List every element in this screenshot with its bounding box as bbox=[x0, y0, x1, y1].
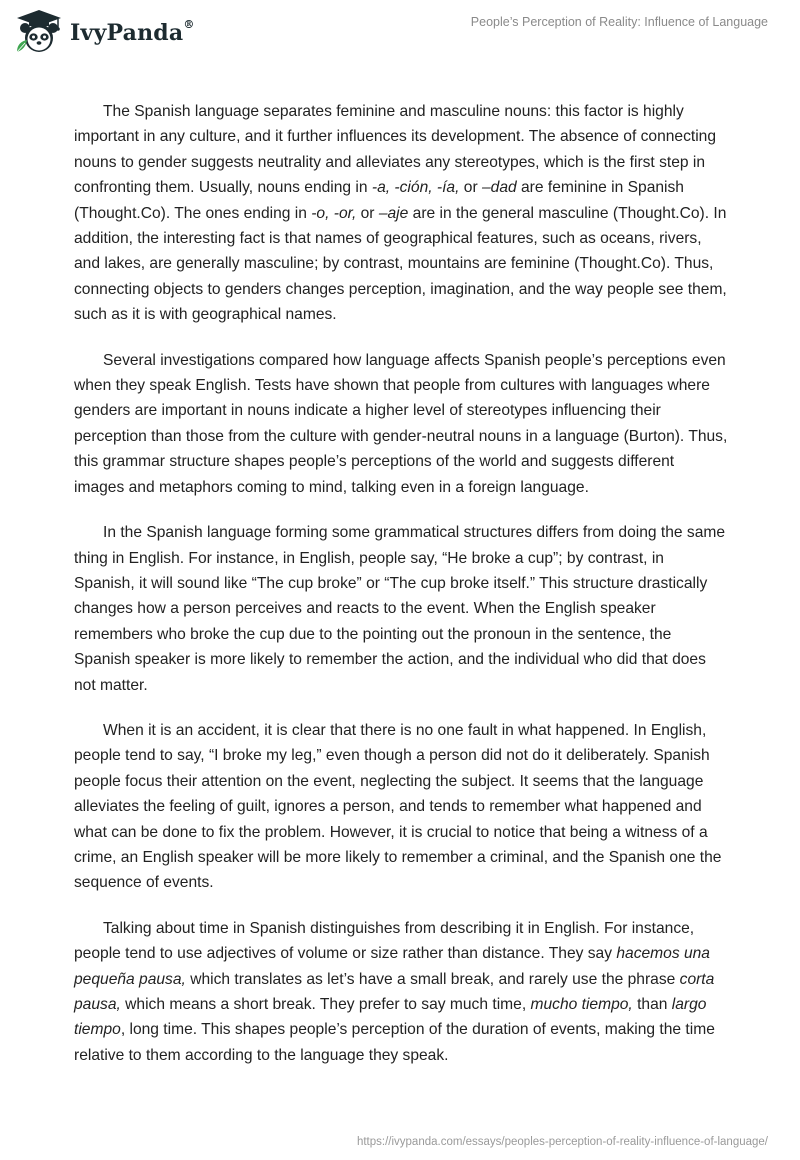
paragraph-text: Talking about time in Spanish distinguishes from describing it in English. For instance, people tend to use adjectives of volume or size rather than distance. They say bbox=[74, 919, 695, 963]
paragraph-text: than bbox=[632, 996, 672, 1013]
italic-term: –dad bbox=[481, 179, 517, 197]
italic-term: hacemos una pequeña pausa, bbox=[74, 945, 710, 988]
italic-term: mucho tiempo, bbox=[530, 996, 633, 1013]
paragraph-text: or bbox=[356, 204, 379, 222]
paragraph-text: Several investigations compared how language affects Spanish people’s perceptions even when they speak English. Tests have shown that people from cultures with languages where genders are important in nouns indicate a higher level of stereotypes influencing their perception than those from the culture with gender-neutral nouns in a language (Burton). Thus, this grammar structure shapes people’s perceptions of the world and suggests different images and metaphors coming to mind, talking even in a foreign language. bbox=[74, 351, 728, 496]
body-paragraph bbox=[74, 520, 728, 698]
page-header bbox=[0, 0, 800, 60]
ivypanda-logo[interactable] bbox=[14, 8, 195, 54]
essay-title: People’s Perception of Reality: Influence of Language bbox=[470, 15, 768, 29]
paragraph-text: In the Spanish language forming some grammatical structures differs from doing the same thing in English. For instance, in English, people say, “He broke a cup”; by contrast, in Spanish, it will sound like “The cup broke” or “The cup broke itself.” This structure drastically changes how a person perceives and reacts to the event. When the English speaker remembers who broke the cup due to the pointing out the pronoun in the sentence, the Spanish speaker is more likely to remember the action, and the individual who did that does not matter. bbox=[74, 524, 726, 694]
body-paragraph bbox=[74, 348, 728, 500]
paragraph-text: or bbox=[459, 179, 482, 197]
italic-term: –aje bbox=[378, 204, 409, 222]
body-paragraph bbox=[74, 916, 728, 1068]
essay-body bbox=[74, 99, 728, 1088]
body-paragraph bbox=[74, 99, 728, 328]
italic-term: -a, -ción, -ía, bbox=[371, 179, 460, 197]
source-url[interactable]: https://ivypanda.com/essays/peoples-perception-of-reality-influence-of-language/ bbox=[356, 1136, 768, 1148]
paragraph-text: which translates as let’s have a small break, and rarely use the phrase bbox=[185, 970, 680, 988]
paragraph-text: which means a short break. They prefer to say much time, bbox=[120, 996, 531, 1013]
ivypanda-panda-graduate-logo-icon bbox=[14, 8, 64, 54]
paragraph-text: When it is an accident, it is clear that there is no one fault in what happened. In English, people tend to say, “I broke my leg,” even though a person did not do it deliberately. Spanish people focus their attention on the event, neglecting the subject. It seems that the language alleviates the feeling of guilt, ignores a person, and tends to remember what happened and what can be done to fix the problem. However, it is crucial to notice that being a witness of a crime, an English speaker will be more likely to remember a criminal, and the Spanish one the sequence of events. bbox=[74, 721, 722, 892]
brand-name: IvyPanda® bbox=[70, 18, 195, 46]
italic-term: corta pausa, bbox=[74, 970, 715, 1013]
paragraph-text: are in the general masculine (Thought.Co). In addition, the interesting fact is that names of geographical features, such as oceans, rivers, and lakes, are generally masculine; by contrast, mountains are feminine (Thought.Co). Thus, connecting objects to genders changes perception, imagination, and the way people see them, such as it is with geographical names. bbox=[74, 204, 727, 324]
paragraph-text: , long time. This shapes people’s perception of the duration of events, making the time relative to them according to the language they speak. bbox=[74, 1021, 715, 1064]
body-paragraph bbox=[74, 718, 728, 896]
italic-term: largo tiempo bbox=[74, 996, 707, 1039]
paragraph-text: are feminine in Spanish (Thought.Co). The ones ending in bbox=[74, 179, 684, 222]
paragraph-text: The Spanish language separates feminine and masculine nouns: this factor is highly important in any culture, and it further influences its development. The absence of connecting nouns to gender suggests neutrality and alleviates any stereotypes, which is the first step in confronting them. Usually, nouns ending in bbox=[74, 103, 717, 197]
italic-term: -o, -or, bbox=[311, 204, 357, 222]
